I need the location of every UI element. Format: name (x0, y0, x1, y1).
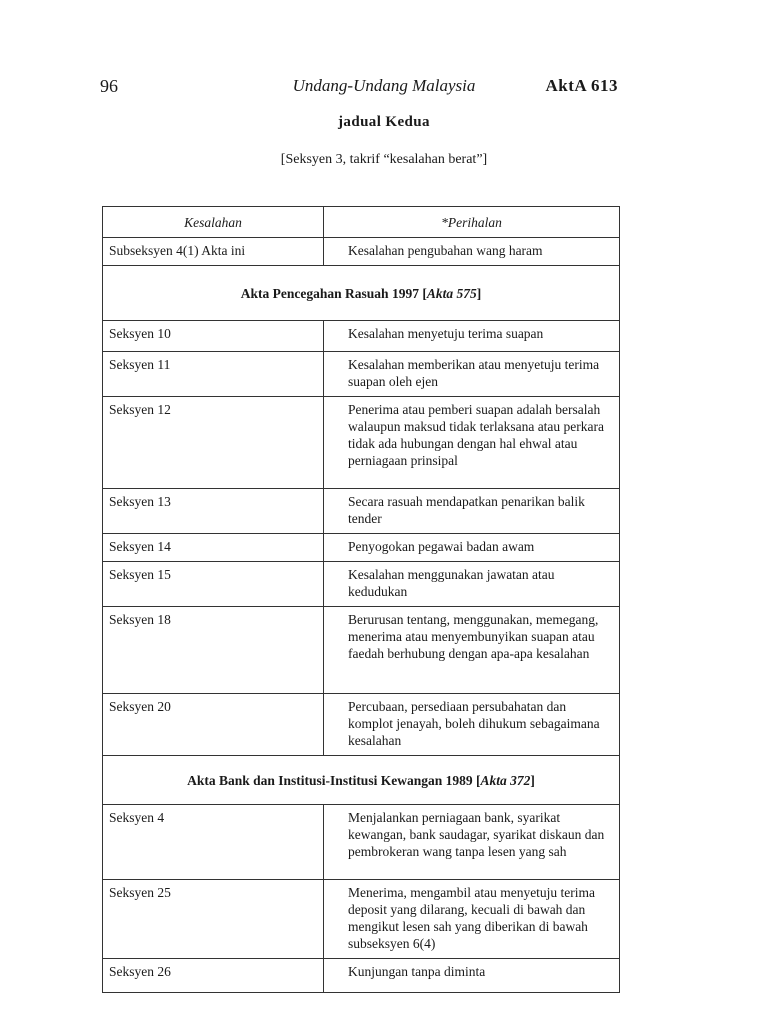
table-row (103, 321, 620, 352)
description-cell: Kesalahan menggunakan jawatan atau kedudukan (324, 562, 620, 607)
running-title: Undang-Undang Malaysia (292, 76, 476, 95)
offence-cell: Seksyen 11 (103, 352, 324, 397)
group-heading: Akta Bank dan Institusi-Institusi Kewangan 1989 [Akta 372] (103, 756, 620, 805)
description-cell: Percubaan, persediaan persubahatan dan komplot jenayah, boleh dihukum sebagaimana kesalahan (324, 694, 620, 756)
description-cell: Menjalankan perniagaan bank, syarikat kewangan, bank saudagar, syarikat diskaun dan pembrokeran wang tanpa lesen yang sah (324, 805, 620, 880)
offence-cell: Subseksyen 4(1) Akta ini (103, 238, 324, 266)
table-row (103, 352, 620, 397)
column-header-description: *Perihalan (324, 207, 620, 238)
group-row (103, 266, 620, 321)
act-number: AktA 613 (545, 76, 618, 95)
offence-cell: Seksyen 13 (103, 489, 324, 534)
schedule-reference: [Seksyen 3, takrif “kesalahan berat”] (280, 152, 488, 167)
table-row (103, 489, 620, 534)
column-header-offence: Kesalahan (103, 207, 324, 238)
description-cell: Berurusan tentang, menggunakan, memegang, menerima atau menyembunyikan suapan atau faedah berhubung dengan apa-apa kesalahan (324, 607, 620, 694)
offence-cell: Seksyen 18 (103, 607, 324, 694)
group-heading: Akta Pencegahan Rasuah 1997 [Akta 575] (103, 266, 620, 321)
description-cell: Kunjungan tanpa diminta (324, 959, 620, 993)
table-row (103, 238, 620, 266)
table-header-row (103, 207, 620, 238)
description-cell: Kesalahan pengubahan wang haram (324, 238, 620, 266)
schedule-title: jadual Kedua (338, 114, 430, 130)
description-cell: Penyogokan pegawai badan awam (324, 534, 620, 562)
offence-cell: Seksyen 26 (103, 959, 324, 993)
description-cell: Menerima, mengambil atau menyetuju terima deposit yang dilarang, kecuali di bawah dan mengikut lesen sah yang diberikan di bawah subseksyen 6(4) (324, 880, 620, 959)
offence-cell: Seksyen 20 (103, 694, 324, 756)
description-cell: Kesalahan memberikan atau menyetuju terima suapan oleh ejen (324, 352, 620, 397)
offence-cell: Seksyen 25 (103, 880, 324, 959)
page-number: 96 (100, 76, 118, 96)
table-row (103, 397, 620, 489)
description-cell: Secara rasuah mendapatkan penarikan balik tender (324, 489, 620, 534)
group-row (103, 756, 620, 805)
table-row (103, 607, 620, 694)
description-cell: Penerima atau pemberi suapan adalah bersalah walaupun maksud tidak terlaksana atau perkara tidak ada hubungan dengan hal ehwal atau perniagaan prinsipal (324, 397, 620, 489)
table-row (103, 534, 620, 562)
offence-cell: Seksyen 15 (103, 562, 324, 607)
act-reference: Akta 372 (480, 772, 531, 788)
table-row (103, 959, 620, 993)
table-row (103, 694, 620, 756)
offence-cell: Seksyen 4 (103, 805, 324, 880)
table-row (103, 562, 620, 607)
offence-cell: Seksyen 14 (103, 534, 324, 562)
offence-cell: Seksyen 12 (103, 397, 324, 489)
offence-table (102, 206, 620, 993)
act-reference: Akta 575 (426, 285, 477, 301)
table-row (103, 805, 620, 880)
offence-cell: Seksyen 10 (103, 321, 324, 352)
description-cell: Kesalahan menyetuju terima suapan (324, 321, 620, 352)
table-row (103, 880, 620, 959)
